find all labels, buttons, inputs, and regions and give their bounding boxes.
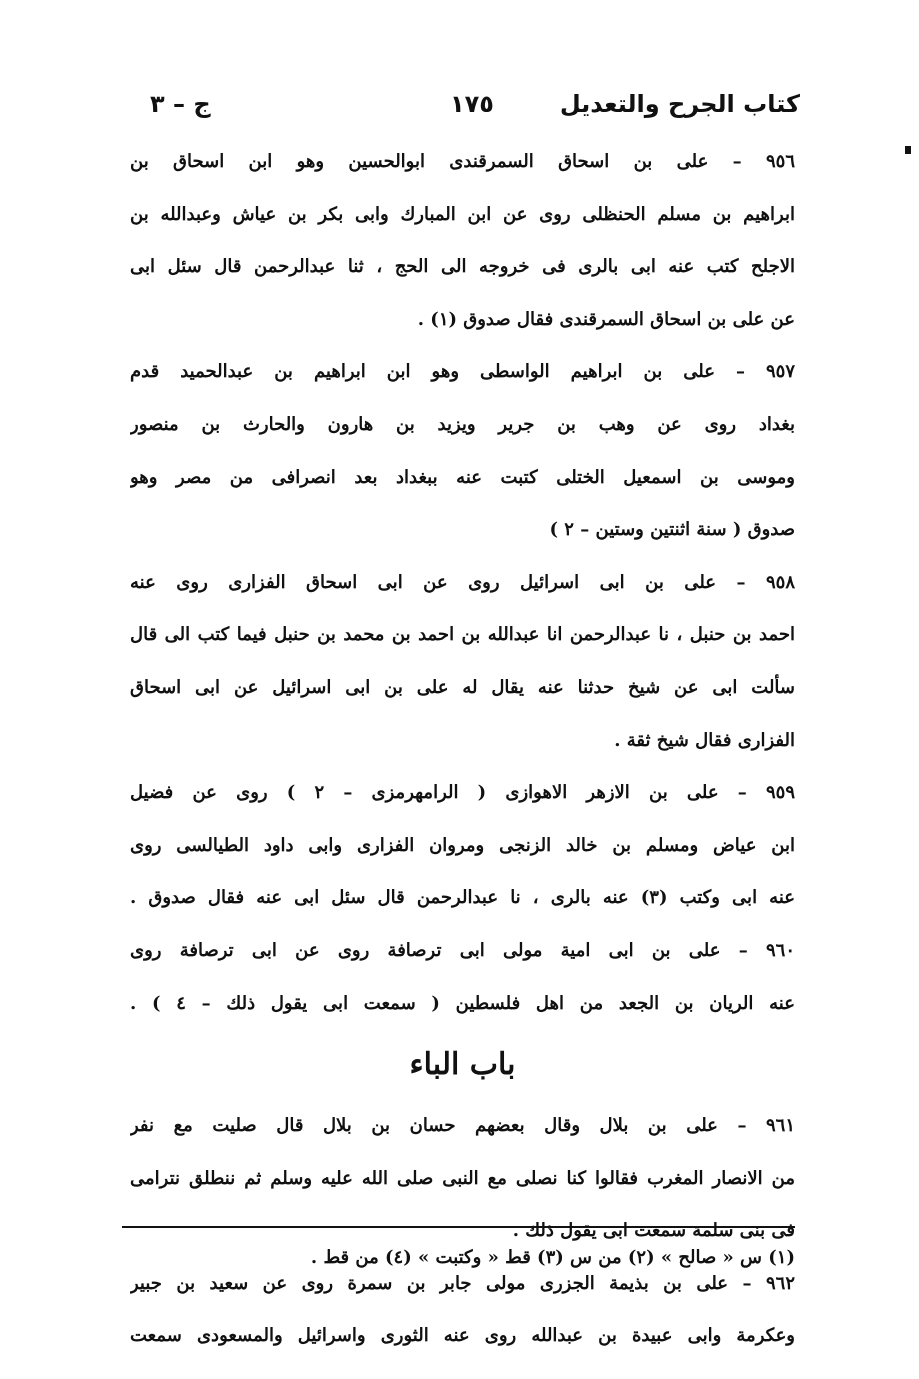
text-line: الاجلح كتب عنه ابى بالرى فى خروجه الى الحج ، ثنا عبدالرحمن قال سئل ابى: [130, 256, 795, 278]
text-line: فى بنى سلمة سمعت ابى يقول ذلك .: [512, 1220, 795, 1242]
text-line: عنه الريان بن الجعد من اهل فلسطين ( سمعت ابى يقول ذلك – ٤ ) .: [130, 992, 795, 1014]
text-line: عنه ابى وكتب (٣) عنه بالرى ، نا عبدالرحمن قال سئل ابى عنه فقال صدوق .: [130, 887, 795, 909]
text-line: ابراهيم بن مسلم الحنظلى روى عن ابن المبارك وابى بكر بن عياش وعبدالله بن: [130, 203, 795, 225]
text-line: من الانصار المغرب فقالوا كنا نصلى مع النبى صلى الله عليه وسلم ثم ننطلق نترامى: [130, 1167, 795, 1189]
text-line: ٩٦١ – على بن بلال وقال بعضهم حسان بن بلال قال صليت مع نفر: [130, 1115, 795, 1137]
text-line: عن على بن اسحاق السمرقندى فقال صدوق (١) .: [417, 308, 795, 330]
margin-mark: [905, 146, 911, 154]
volume-number: ج – ٣: [150, 90, 211, 118]
book-title: كتاب الجرح والتعديل: [559, 90, 800, 118]
text-line: ٩٥٧ – على بن ابراهيم الواسطى وهو ابن ابراهيم بن عبدالحميد قدم: [130, 361, 795, 383]
text-line: ٩٥٦ – على بن اسحاق السمرقندى ابوالحسين وهو ابن اسحاق بن: [130, 151, 795, 172]
text-line: احمد بن حنبل ، نا عبدالرحمن انا عبدالله بن احمد بن محمد بن حنبل فيما كتب الى قال: [130, 624, 795, 646]
text-line: وموسى بن اسمعيل الختلى كتبت عنه ببغداد بعد انصرافى من مصر وهو: [130, 466, 795, 488]
footnote: (١) س « صالح » (٢) من س (٣) قط « وكتبت » (٤) من قط .: [310, 1247, 795, 1268]
text-line: صدوق ( سنة اثنتين وستين – ٢ ): [549, 519, 795, 541]
text-line: سألت ابى عن شيخ حدثنا عنه يقال له على بن ابى اسرائيل عن ابى اسحاق: [130, 676, 795, 698]
text-line: ابن عياض ومسلم بن خالد الزنجى ومروان الفزارى وابى داود الطيالسى روى: [130, 834, 795, 856]
text-line: ٩٦٠ – على بن ابى امية مولى ابى ترصافة روى عن ابى ترصافة روى: [130, 939, 795, 961]
text-line: بغداد روى عن وهب بن جرير ويزيد بن هارون والحارث بن منصور: [130, 413, 795, 435]
chapter-heading: باب الباء: [409, 1047, 516, 1083]
text-line: ٩٦٢ – على بن بذيمة الجزرى مولى جابر بن سمرة روى عن سعيد بن جبير: [130, 1272, 795, 1294]
page-body: [130, 136, 795, 1363]
text-line: ٩٥٨ – على بن ابى اسرائيل روى عن ابى اسحاق الفزارى روى عنه: [130, 571, 795, 593]
text-line: ٩٥٩ – على بن الازهر الاهوازى ( الرامهرمزى – ٢ ) روى عن فضيل: [130, 782, 795, 804]
footnote-divider: [122, 1226, 795, 1228]
page-number: ١٧٥: [450, 90, 494, 118]
text-line: وعكرمة وابى عبيدة بن عبدالله روى عنه الثورى واسرائيل والمسعودى سمعت: [130, 1325, 795, 1347]
text-line: الفزارى فقال شيخ ثقة .: [614, 729, 795, 751]
page-header: [150, 90, 800, 130]
